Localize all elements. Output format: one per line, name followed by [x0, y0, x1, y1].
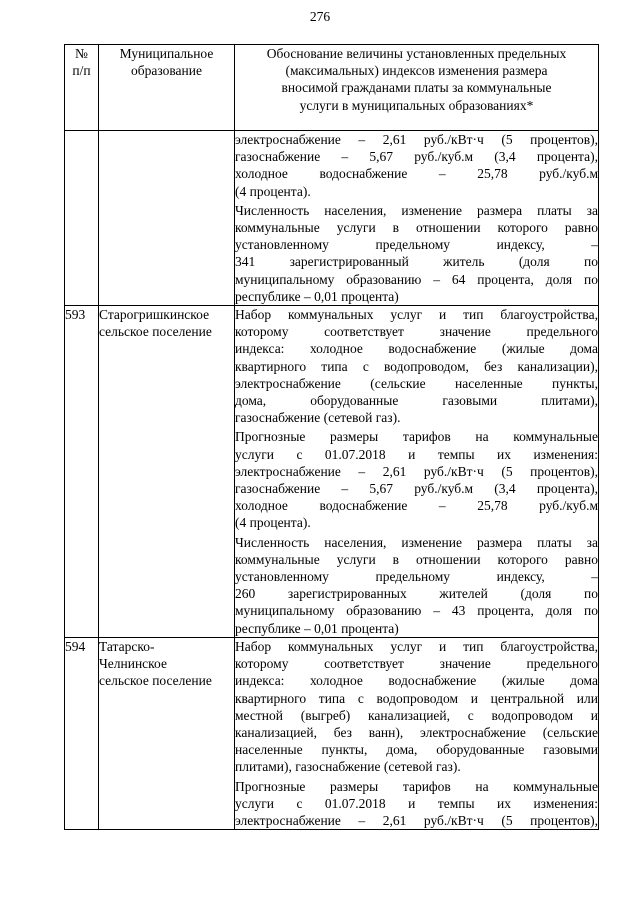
- row-municipality: [99, 306, 235, 638]
- text-line: индекса: холодное водоснабжение (жилые дома: [235, 341, 598, 357]
- text-line: 341 зарегистрированный житель (доля по: [235, 254, 598, 270]
- text-line: населенные пункты, дома, оборудованные газовыми: [235, 742, 598, 758]
- text-line: коммунальные услуги в отношении которого равно: [235, 551, 598, 567]
- row-justification: [235, 637, 599, 829]
- text-line: Прогнозные размеры тарифов на коммунальные: [235, 778, 598, 794]
- text-line: муниципальному образованию – 64 процента, доля по: [235, 271, 598, 287]
- header-justification: [235, 45, 599, 131]
- text-line: газоснабжение – 5,67 руб./куб.м (3,4 процента),: [235, 481, 598, 497]
- row-municipality: [99, 131, 235, 306]
- row-number: 594: [65, 637, 99, 829]
- text-line: коммунальные услуги в отношении которого равно: [235, 220, 598, 236]
- table-row: [65, 637, 599, 829]
- header-line: Муниципальное: [119, 46, 214, 61]
- text-line: которому соответствует значение предельного: [235, 656, 598, 672]
- text-line: республике – 0,01 процента): [235, 288, 399, 304]
- header-line: вносимой гражданами платы за коммунальные: [281, 80, 552, 96]
- text-line: Набор коммунальных услуг и тип благоустройства,: [235, 307, 598, 323]
- municipality-line: сельское поселение: [99, 673, 212, 689]
- municipality-line: Челнинское: [99, 656, 167, 672]
- text-line: канализацией, без ванн), электроснабжение (сельские: [235, 724, 598, 740]
- text-line: электроснабжение – 2,61 руб./кВт·ч (5 процентов),: [235, 812, 598, 828]
- text-line: холодное водоснабжение – 25,78 руб./куб.м: [235, 166, 598, 182]
- text-line: квартирного типа с водопроводом, без канализации),: [235, 358, 598, 374]
- header-number: [65, 45, 99, 131]
- header-line: (максимальных) индексов изменения размера: [285, 63, 548, 79]
- text-line: холодное водоснабжение – 25,78 руб./куб.м: [235, 498, 598, 514]
- text-line: услуги с 01.07.2018 и темпы их изменения:: [235, 446, 598, 462]
- text-line: электроснабжение – 2,61 руб./кВт·ч (5 процентов),: [235, 132, 598, 147]
- text-line: установленному предельному индексу, –: [235, 569, 598, 585]
- text-line: плитами), газоснабжение (сетевой газ).: [235, 759, 461, 775]
- table-row: [65, 306, 599, 638]
- text-line: услуги с 01.07.2018 и темпы их изменения:: [235, 795, 598, 811]
- municipality-line: Старогришкинское: [99, 307, 210, 323]
- text-line: электроснабжение – 2,61 руб./кВт·ч (5 процентов),: [235, 463, 598, 479]
- row-number: 593: [65, 306, 99, 638]
- text-line: 260 зарегистрированных жителей (доля по: [235, 586, 598, 602]
- table-header-row: [65, 45, 599, 131]
- text-line: электроснабжение (сельские населенные пункты,: [235, 375, 598, 391]
- text-line: республике – 0,01 процента): [235, 620, 399, 636]
- row-number: [65, 131, 99, 306]
- row-justification: [235, 131, 599, 306]
- text-line: которому соответствует значение предельного: [235, 324, 598, 340]
- page-number: 276: [309, 9, 331, 24]
- header-line: Обоснование величины установленных предельных: [266, 46, 567, 61]
- header-line: образование: [131, 63, 202, 79]
- row-justification: [235, 306, 599, 638]
- municipality-line: Татарско-: [99, 638, 155, 654]
- text-line: Численность населения, изменение размера платы за: [235, 202, 598, 218]
- text-line: Прогнозные размеры тарифов на коммунальные: [235, 429, 598, 445]
- text-line: дома, оборудованные газовыми плитами),: [235, 393, 598, 409]
- header-municipality: [99, 45, 235, 131]
- header-line: №: [75, 46, 88, 61]
- table-row: [65, 131, 599, 306]
- text-line: (4 процента).: [235, 183, 311, 199]
- text-line: установленному предельному индексу, –: [235, 237, 598, 253]
- tariff-table: [64, 44, 599, 830]
- text-line: Набор коммунальных услуг и тип благоустройства,: [235, 638, 598, 654]
- text-line: квартирного типа с водопроводом и центральной или: [235, 690, 598, 706]
- header-line: п/п: [72, 63, 91, 79]
- text-line: (4 процента).: [235, 515, 311, 531]
- text-line: газоснабжение – 5,67 руб./куб.м (3,4 процента),: [235, 149, 598, 165]
- text-line: местной (выгреб) канализацией, с водопроводом и: [235, 707, 598, 723]
- text-line: индекса: холодное водоснабжение (жилые дома: [235, 673, 598, 689]
- header-line: услуги в муниципальных образованиях*: [299, 97, 534, 113]
- municipality-line: сельское поселение: [99, 324, 212, 340]
- text-line: муниципальному образованию – 43 процента, доля по: [235, 603, 598, 619]
- text-line: Численность населения, изменение размера платы за: [235, 534, 598, 550]
- row-municipality: [99, 637, 235, 829]
- text-line: газоснабжение (сетевой газ).: [235, 410, 401, 426]
